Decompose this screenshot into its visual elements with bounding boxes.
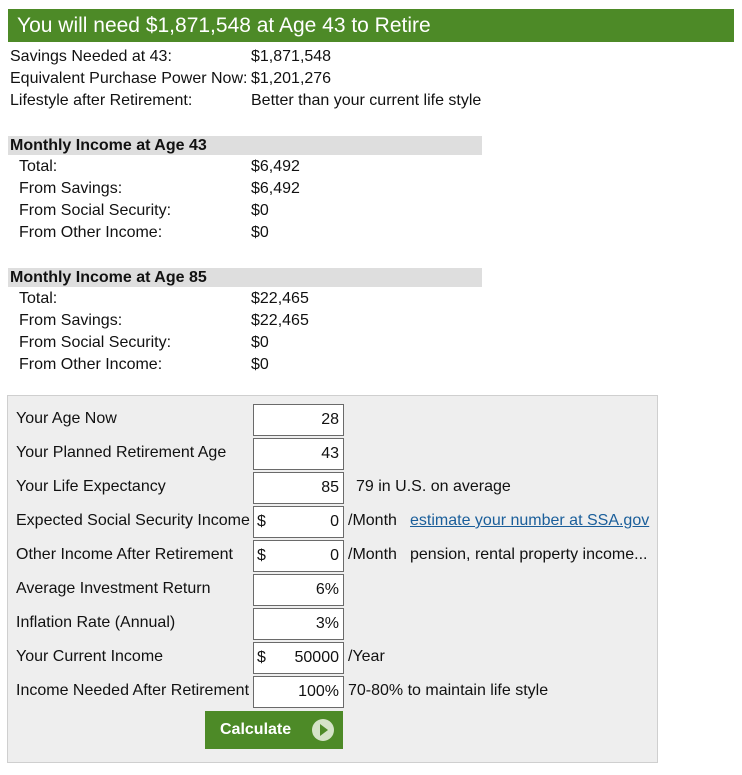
income-needed-label: Income Needed After Retirement [16,682,250,699]
income-needed-note: 70-80% to maintain life style [348,682,549,699]
ss-income-unit: /Month [348,512,397,529]
savings-needed-value: $1,871,548 [251,48,332,65]
life-expectancy-label: Your Life Expectancy [16,478,166,495]
current-income-input[interactable] [269,643,339,673]
age-now-field[interactable] [253,404,344,436]
investment-return-input[interactable] [269,575,339,605]
income-late-other-value: $0 [251,356,269,373]
ss-income-field[interactable] [253,506,344,538]
income-late-other-label: From Other Income: [19,356,163,373]
other-income-note: pension, rental property income... [410,546,648,563]
income-late-savings-value: $22,465 [251,312,309,329]
income-retire-other-value: $0 [251,224,269,241]
ssa-estimate-link[interactable]: estimate your number at SSA.gov [410,512,650,529]
investment-return-label: Average Investment Return [16,580,211,597]
other-income-currency: $ [257,547,266,564]
income-needed-input[interactable] [269,677,339,707]
income-retire-ss-value: $0 [251,202,269,219]
inflation-rate-input[interactable] [269,609,339,639]
life-expectancy-input[interactable] [269,473,339,503]
current-income-field[interactable] [253,642,344,674]
current-income-unit: /Year [348,648,385,665]
income-retire-total-value: $6,492 [251,158,300,175]
current-income-label: Your Current Income [16,648,164,665]
ss-income-label: Expected Social Security Income [16,512,250,529]
other-income-unit: /Month [348,546,397,563]
investment-return-field[interactable] [253,574,344,606]
income-retire-header: Monthly Income at Age 43 [8,136,482,155]
retire-age-label: Your Planned Retirement Age [16,444,227,461]
purchase-power-value: $1,201,276 [251,70,332,87]
age-now-input[interactable] [269,405,339,435]
ss-income-input[interactable] [269,507,339,537]
income-retire-savings-value: $6,492 [251,180,300,197]
current-income-currency: $ [257,649,266,666]
calculate-button-label: Calculate [220,721,292,738]
life-expectancy-field[interactable] [253,472,344,504]
play-arrow-icon [312,719,334,741]
age-now-label: Your Age Now [16,410,117,427]
inflation-rate-field[interactable] [253,608,344,640]
other-income-input[interactable] [269,541,339,571]
ss-income-currency: $ [257,513,266,530]
retire-age-input[interactable] [269,439,339,469]
result-banner: You will need $1,871,548 at Age 43 to Retire [8,9,734,42]
calculate-button[interactable] [205,711,343,749]
income-late-total-label: Total: [19,290,58,307]
income-retire-savings-label: From Savings: [19,180,123,197]
purchase-power-label: Equivalent Purchase Power Now: [10,70,248,87]
lifestyle-value: Better than your current life style [251,92,482,109]
other-income-label: Other Income After Retirement [16,546,233,563]
income-retire-other-label: From Other Income: [19,224,163,241]
life-expectancy-note: 79 in U.S. on average [356,478,511,495]
other-income-field[interactable] [253,540,344,572]
income-late-ss-value: $0 [251,334,269,351]
lifestyle-label: Lifestyle after Retirement: [10,92,193,109]
income-late-savings-label: From Savings: [19,312,123,329]
income-late-total-value: $22,465 [251,290,309,307]
inflation-rate-label: Inflation Rate (Annual) [16,614,176,631]
income-retire-total-label: Total: [19,158,58,175]
income-late-header: Monthly Income at Age 85 [8,268,482,287]
savings-needed-label: Savings Needed at 43: [10,48,172,65]
income-late-ss-label: From Social Security: [19,334,172,351]
retire-age-field[interactable] [253,438,344,470]
income-needed-field[interactable] [253,676,344,708]
income-retire-ss-label: From Social Security: [19,202,172,219]
